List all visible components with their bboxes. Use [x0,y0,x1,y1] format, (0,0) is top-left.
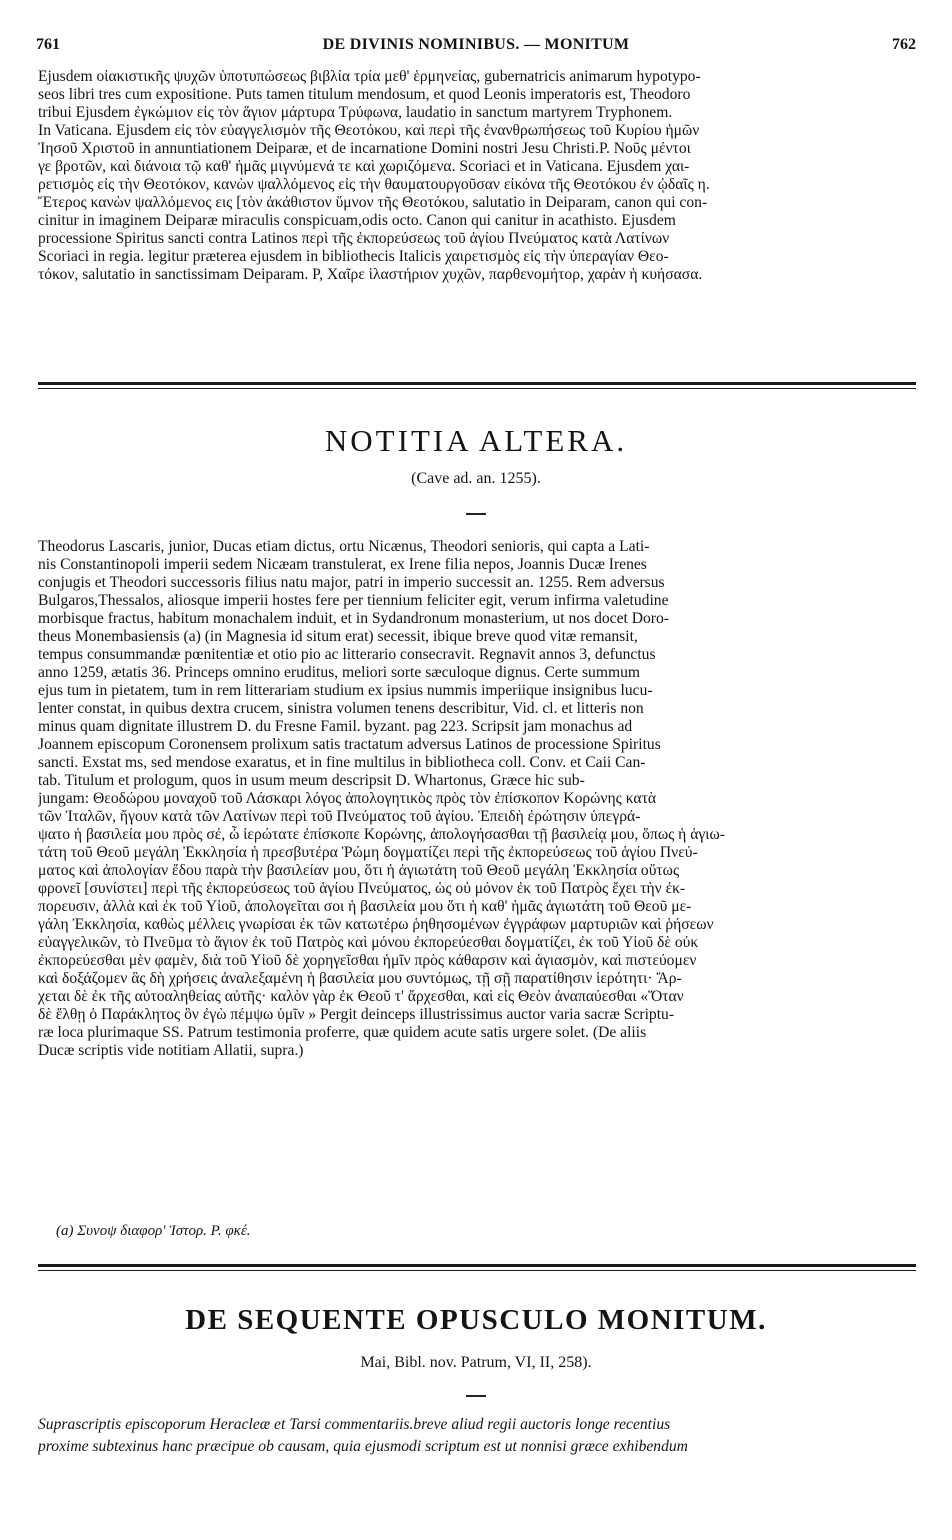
body-paragraph [38,538,916,1060]
short-dash [466,513,486,515]
text-line: morbisque fractus, habitum monachalem induit, et in Sydandronum monasterium, ut nos docet Doro- [38,610,669,627]
text-line: ψατο ἡ βασιλεία μου πρὸς σέ, ὦ ἱερώτατε ἐπίσκοπε Κορώνης, ἀπολογήσασθαι τῇ βασιλείᾳ μου, ὅπως ἡ ἁγιω- [38,826,725,843]
text-line: φρονεῖ [συνίστει] περὶ τῆς ἐκπορεύσεως τοῦ ἁγίου Πνεύματος, ὡς οὐ μόνον ἐκ τοῦ Πατρὸς ἔχει τὴν ἐκ- [38,880,686,897]
text-line: Ejusdem οἰακιστικῆς ψυχῶν ὑποτυπώσεως βιβλία τρία μεθ' ἑρμηνείας, gubernatricis animarum hypotypo- [38,68,701,85]
text-line: γάλη Ἐκκλησία, καθὼς μέλλεις γνωρίσαι ἐκ τῶν κατωτέρω ῥηθησομένων ἐγγράφων μαρτυριῶν καὶ ῥήσεων [38,916,714,933]
text-line: sancti. Exstat ms, sed mendose exaratus, et in fine multilus in bibliotheca coll. Conv. et Caii Can- [38,754,646,771]
text-line: conjugis et Theodori successoris filius natu major, patri in imperio successit an. 1255. Rem adversus [38,574,665,591]
section-divider-thin [38,1270,916,1271]
final-paragraph [38,1414,916,1458]
page-number-left: 761 [36,36,60,53]
text-line: καὶ δοξάζομεν ἃς δὴ χρήσεις ἀναλεξαμένη ἡ βασιλεία μου συντόμως, τῇ σῇ παρατίθησιν ἱερότητι· Ἄρ- [38,970,682,987]
text-line: processione Spiritus sancti contra Latinos περὶ τῆς ἐκπορεύσεως τοῦ ἁγίου Πνεύματος κατὰ Λατίνων [38,230,670,247]
footnote: (a) Συνοψ διαφορ' Ἱστορ. P. φκέ. [56,1223,251,1239]
text-line: ejus tum in pietatem, tum in rem litterariam studium ex ipsius nummis imperiique insignibus lucu- [38,682,653,699]
section-divider [38,1264,916,1267]
section-heading: DE SEQUENTE OPUSCULO MONITUM. [185,1304,767,1336]
section-subheading: (Cave ad. an. 1255). [411,470,541,487]
text-line: γε βροτῶν, καὶ διάνοια τῷ καθ' ἡμᾶς μιγνύμενά τε καὶ χωριζόμενα. Scoriaci et in Vaticana. Ejusdem χαι- [38,158,690,175]
text-line: nis Constantinopoli imperii sedem Nicæam transtulerat, ex Irene filia nepos, Joannis Ducæ Irenes [38,556,647,573]
text-line: tribui Ejusdem ἐγκώμιον εἰς τὸν ἅγιον μάρτυρα Τρύφωνα, laudatio in sanctum martyrem Tryphonem. [38,104,673,121]
section-heading: NOTITIA ALTERA. [324,423,628,458]
text-line: δὲ ἔλθῃ ὁ Παράκλητος ὃν ἐγὼ πέμψω ὑμῖν » Pergit deinceps illustrissimus auctor varia sacræ Scriptu- [38,1006,675,1023]
text-line: ἐκπορεύεσθαι μὲν φαμὲν, διὰ τοῦ Υἱοῦ δὲ χορηγεῖσθαι ἡμῖν πρὸς κάθαρσιν καὶ ἁγιασμὸν, καὶ πιστεύομεν [38,952,697,969]
page-number-right: 762 [892,36,916,53]
running-title: DE DIVINIS NOMINIBUS. — MONITUM [322,36,630,53]
section-divider [38,382,916,385]
running-header [36,36,916,60]
short-dash [466,1395,486,1397]
text-line: πορευσιν, ἀλλὰ καὶ ἐκ τοῦ Υἱοῦ, ἀπολογεῖται σοι ἡ βασιλεία μου ὅτι ἡ καθ' ἡμᾶς ἁγιωτάτη τοῦ Θεοῦ με- [38,898,692,915]
text-line: anno 1259, ætatis 36. Princeps omnino eruditus, meliori sorte sæculoque dignus. Certe summum [38,664,641,681]
text-line: εὐαγγελικῶν, τὸ Πνεῦμα τὸ ἅγιον ἐκ τοῦ Πατρὸς καὶ μόνου ἐκπορεύεσθαι δογματίζει, ἐκ τοῦ Υἱοῦ δὲ οὐκ [38,934,699,951]
text-line: cinitur in imaginem Deiparæ miraculis conspicuam,odis octo. Canon qui canitur in acathisto. Ejusdem [38,212,676,229]
text-line: jungam: Θεοδώρου μοναχοῦ τοῦ Λάσκαρι λόγος ἀπολογητικὸς πρὸς τὸν ἐπίσκοπον Κορώνης κατὰ [38,790,657,807]
text-line: ρετισμὸς εἰς τὴν Θεοτόκον, κανὼν ψαλλόμενος εἰς τὴν θαυματουργοῦσαν εἰκόνα τῆς Θεοτόκου ἐν ᾠδαῖς η. [38,176,710,193]
text-line: theus Monembasiensis (a) (in Magnesia id situm erat) secessit, ibique breve quod vitæ remansit, [38,628,638,645]
text-line: ræ loca plurimaque SS. Patrum testimonia proferre, quæ quidem acute satis urgere solet. (De aliis [38,1024,647,1041]
text-line: In Vaticana. Ejusdem εἰς τὸν εὐαγγελισμὸν τῆς Θεοτόκου, καὶ περὶ τῆς ἐνανθρωπήσεως τοῦ Κυρίου ἡμῶν [38,122,700,139]
text-line: ματος καὶ ἀπολογίαν ἔδου παρὰ τὴν βασιλείαν μου, ὅτι ἡ ἁγιωτάτη τοῦ Θεοῦ μεγάλη Ἐκκλησία οὕτως [38,862,680,879]
text-line: minus quam dignitate illustrem D. du Fresne Famil. byzant. pag 223. Scripsit jam monachus ad [38,718,633,735]
text-line: proxime subtexinus hanc præcipue ob causam, quia ejusmodi scriptum est ut nonnisi græce exhibendum [38,1438,688,1455]
text-line: Scoriaci in regia. legitur præterea ejusdem in bibliothecis Italicis χαιρετισμὸς εἰς τὴν ὑπεραγίαν Θεο- [38,248,669,265]
text-line: Theodorus Lascaris, junior, Ducas etiam dictus, ortu Nicænus, Theodori senioris, qui capta a Lati- [38,538,650,555]
text-line: seos libri tres cum expositione. Puts tamen titulum mendosum, et quod Leonis imperatoris est, Theodoro [38,86,691,103]
text-line: τόκον, salutatio in sanctissimam Deiparam. P, Χαῖρε ἱλαστήριον χυχῶν, παρθενομήτορ, χαρὰν ἡ κυήσασα. [38,266,703,283]
section-subheading: Mai, Bibl. nov. Patrum, VI, II, 258). [360,1354,592,1371]
text-line: Joannem episcopum Coronensem prolixum satis tractatum adversus Latinos de processione Spiritus [38,736,661,753]
text-line: tab. Titulum et prologum, quos in usum meum descripsit D. Whartonus, Græce hic sub- [38,772,585,789]
text-line: Ducæ scriptis vide notitiam Allatii, supra.) [38,1042,304,1059]
text-line: τῶν Ἰταλῶν, ἤγουν κατὰ τῶν Λατίνων περὶ τοῦ Πνεύματος τοῦ ἁγίου. Ἐπειδὴ ἐρώτησιν ὑπεγρά- [38,808,641,825]
text-line: lenter constat, in quibus dextra crucem, sinistra volumen tenens describitur, Vid. cl. et litteris non [38,700,644,717]
text-line: tempus consummandæ pœnitentiæ et otio pio ac litterario consecravit. Regnavit annos 3, defunctus [38,646,656,663]
top-paragraph [38,68,916,284]
text-line: Ἕτερος κανὼν ψαλλόμενος εις [τὸν ἀκάθιστον ὕμνον τῆς Θεοτόκου, salutatio in Deiparam, canon qui con- [38,194,708,211]
text-line: τάτη τοῦ Θεοῦ μεγάλη Ἐκκλησία ἡ πρεσβυτέρα Ῥώμη δογματίζει περὶ τῆς ἐκπορεύσεως τοῦ ἁγίου Πνεύ- [38,844,698,861]
text-line: Bulgaros,Thessalos, aliosque imperii hostes fere per tiennium feliciter egit, verum infirma valetudine [38,592,669,609]
section-divider-thin [38,388,916,389]
text-line: Ἰησοῦ Χριστοῦ in annuntiationem Deiparæ, et de incarnatione Domini nostri Jesu Christi.P. Νοῦς μέντοι [38,140,691,157]
text-line: Suprascriptis episcoporum Heracleæ et Tarsi commentariis.breve aliud regii auctoris longe recentius [38,1416,671,1433]
text-line: χεται δὲ ἐκ τῆς αὐτοαληθείας αὐτῆς· καλὸν γὰρ ἐκ Θεοῦ τ' ἄρχεσθαι, καὶ εἰς Θεὸν ἀναπαύεσθαι «Ὅταν [38,988,684,1005]
